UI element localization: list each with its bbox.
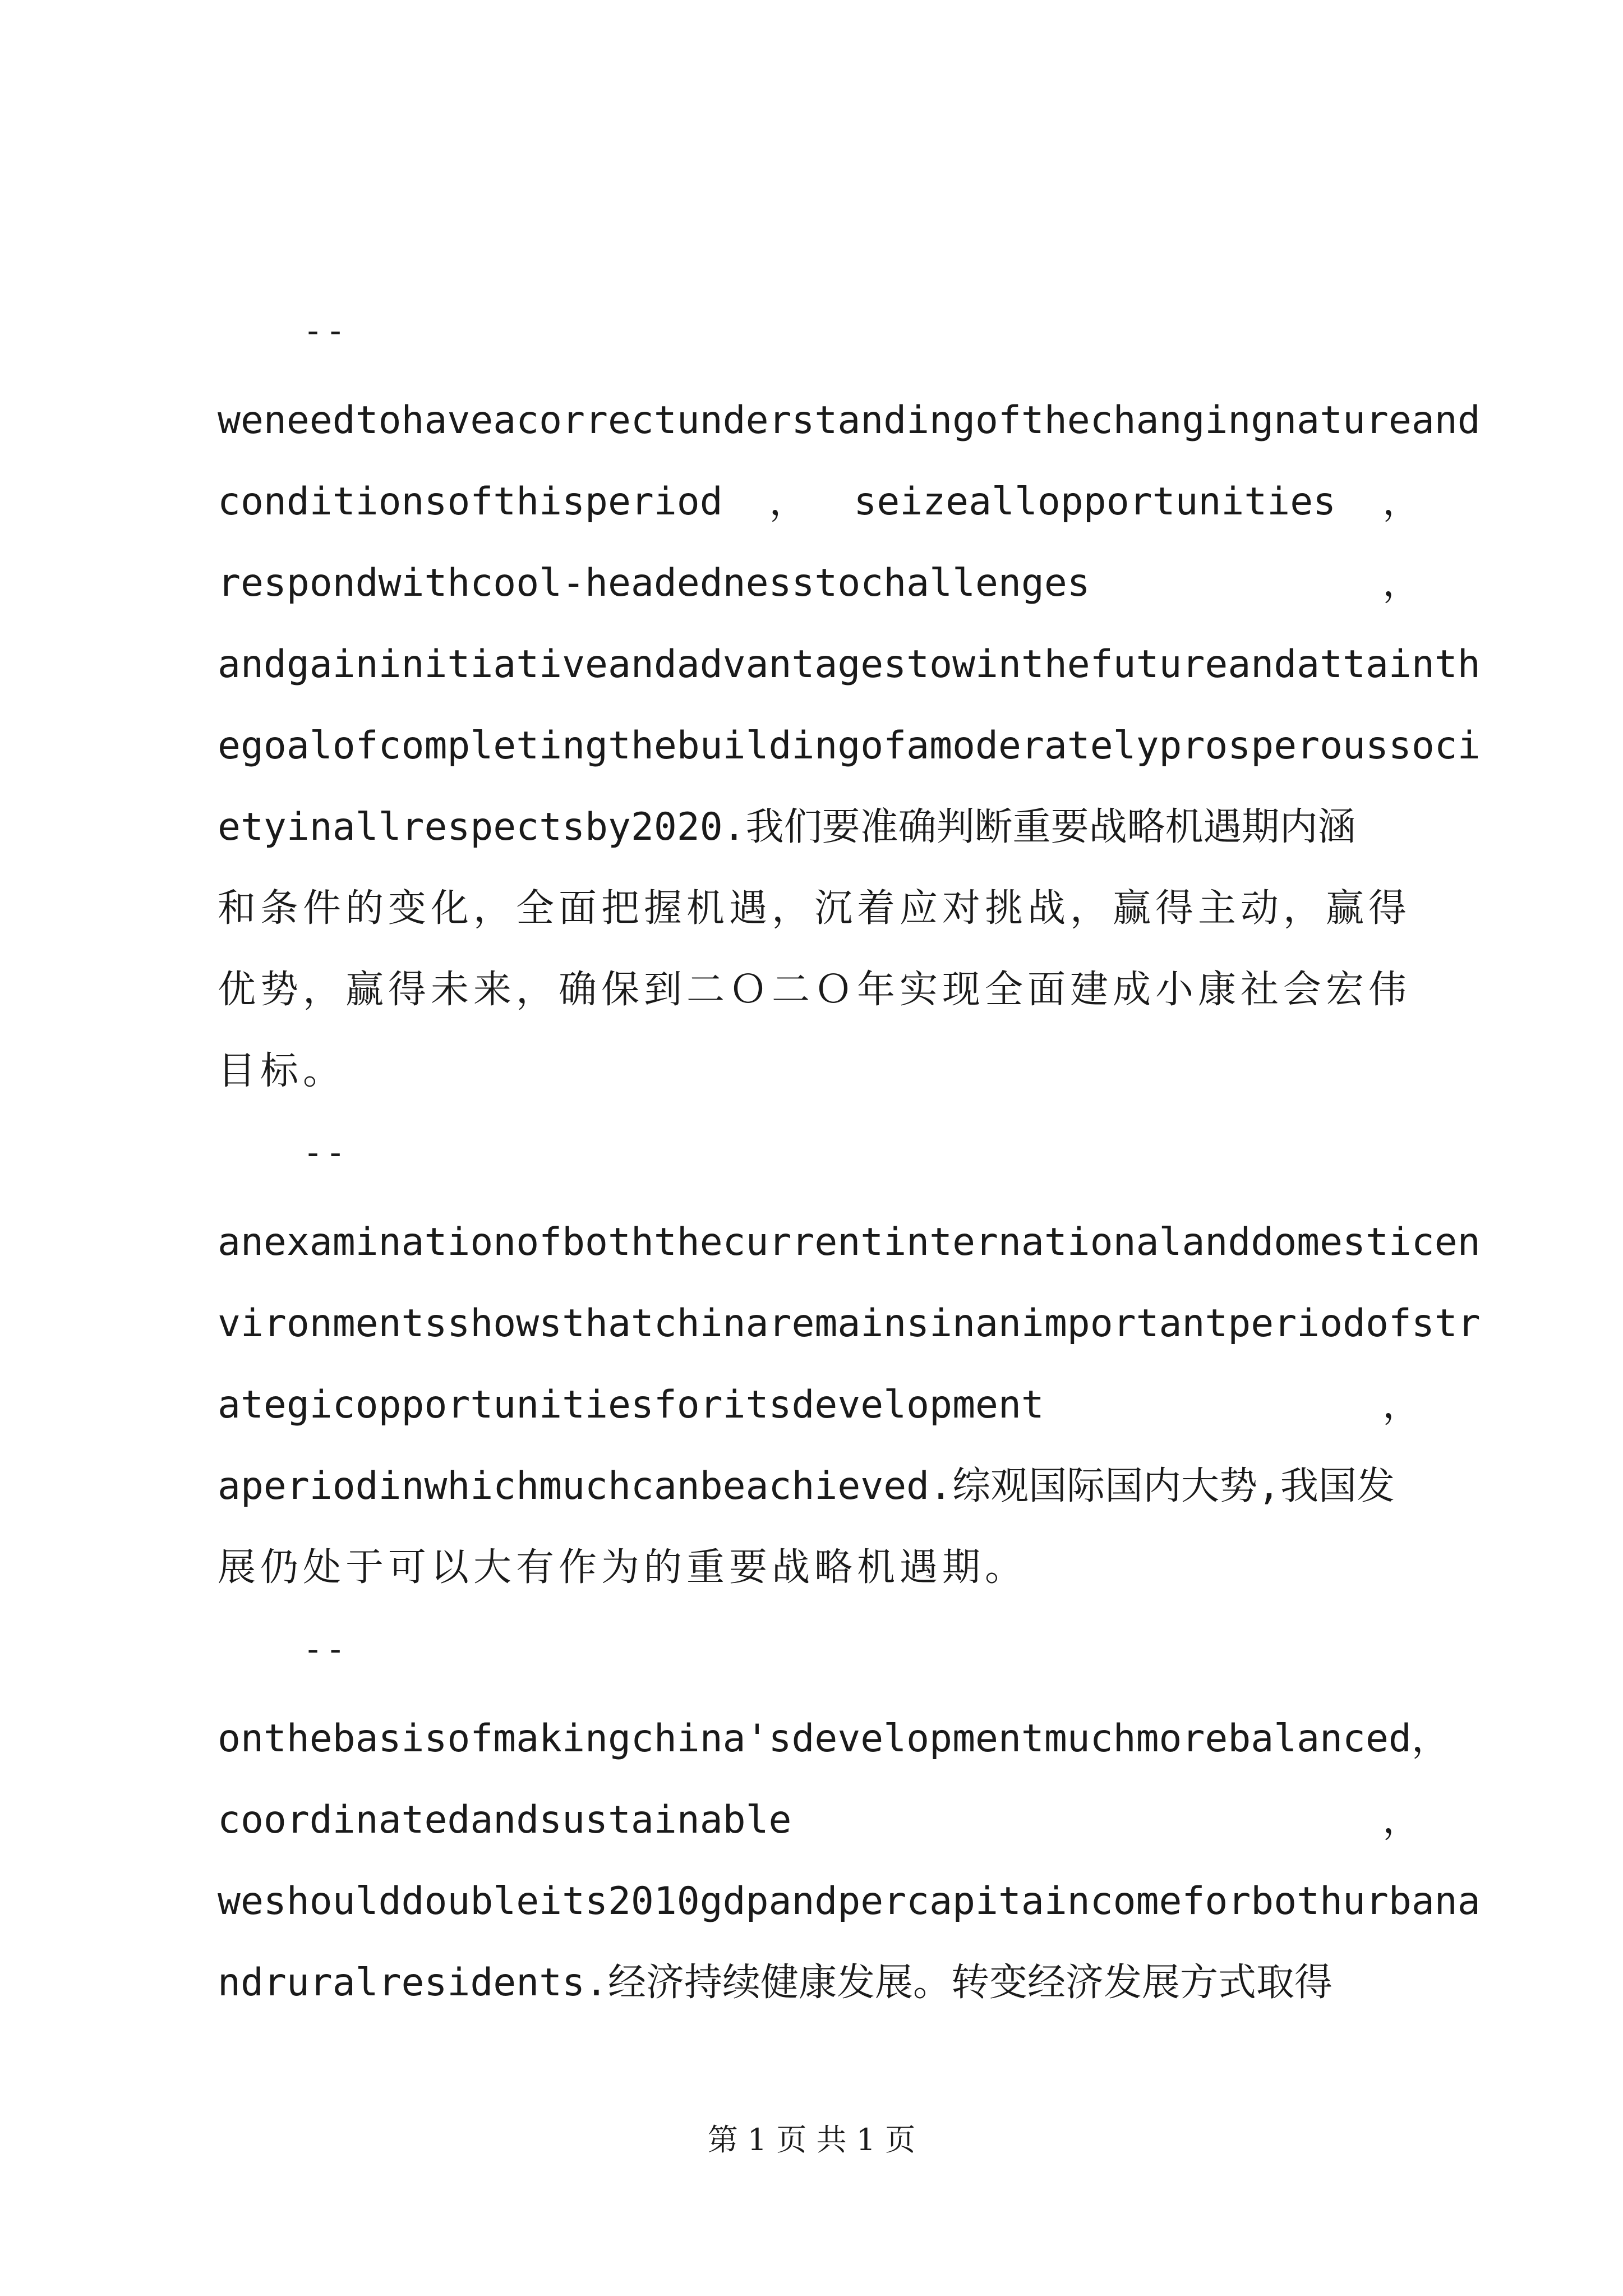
text-segment: ategicopportunitiesforitsdevelopment bbox=[218, 1383, 1044, 1427]
text-line: etyinallrespectsby2020.我们要准确判断重要战略机遇期内涵 bbox=[218, 805, 1356, 849]
paragraph-marker: -- bbox=[303, 311, 348, 351]
text-segment: ， bbox=[1382, 1383, 1421, 1427]
paragraph-marker: -- bbox=[303, 1630, 348, 1669]
text-segment: ， bbox=[1382, 1798, 1421, 1842]
paragraph-marker: -- bbox=[303, 1133, 348, 1172]
text-line: 目标。 bbox=[218, 1049, 346, 1093]
text-segment: coordinatedandsustainable bbox=[218, 1798, 792, 1842]
text-line: ndruralresidents.经济持续健康发展。转变经济发展方式取得 bbox=[218, 1961, 1332, 2005]
text-segment: onthebasisofmakingchina'sdevelopmentmuchmorebalanced bbox=[218, 1717, 1412, 1761]
text-segment: ， bbox=[769, 480, 808, 524]
text-segment: ， bbox=[1382, 561, 1421, 605]
text-line bbox=[218, 561, 1421, 606]
text-line: weneedtohaveacorrectunderstandingofthechangingnatureand bbox=[218, 398, 1481, 443]
text-line: anexaminationofboththecurrentinternationalanddomesticen bbox=[218, 1220, 1481, 1264]
text-line bbox=[218, 1717, 1450, 1761]
text-line: aperiodinwhichmuchcanbeachieved.综观国际国内大势,我国发 bbox=[218, 1464, 1395, 1508]
text-line: vironmentsshowsthatchinaremainsinanimportantperiodofstr bbox=[218, 1301, 1481, 1346]
text-line: weshoulddoubleits2010gdpandpercapitaincomeforbothurbana bbox=[218, 1879, 1481, 1924]
text-segment: seizeallopportunities bbox=[854, 480, 1336, 524]
text-line: 和条件的变化，全面把握机遇，沉着应对挑战，赢得主动，赢得 bbox=[218, 886, 1412, 931]
text-segment: ， bbox=[1382, 480, 1421, 524]
text-line: andgaininitiativeandadvantagestowinthefutureandattainth bbox=[218, 642, 1481, 687]
text-line bbox=[218, 1383, 1421, 1428]
page-number-footer: 第 1 页 共 1 页 bbox=[707, 2122, 916, 2157]
text-line bbox=[218, 1798, 1421, 1843]
text-line: egoalofcompletingthebuildingofamoderatelyprosperoussoci bbox=[218, 724, 1481, 768]
text-segment: conditionsofthisperiod bbox=[218, 480, 723, 524]
text-segment: respondwithcool-headednesstochallenges bbox=[218, 561, 1090, 605]
text-line: 展仍处于可以大有作为的重要战略机遇期。 bbox=[218, 1545, 1028, 1590]
text-line: 优势，赢得未来，确保到二Ｏ二Ｏ年实现全面建成小康社会宏伟 bbox=[218, 968, 1412, 1012]
text-line bbox=[218, 480, 1421, 524]
text-segment: ， bbox=[1411, 1717, 1450, 1761]
